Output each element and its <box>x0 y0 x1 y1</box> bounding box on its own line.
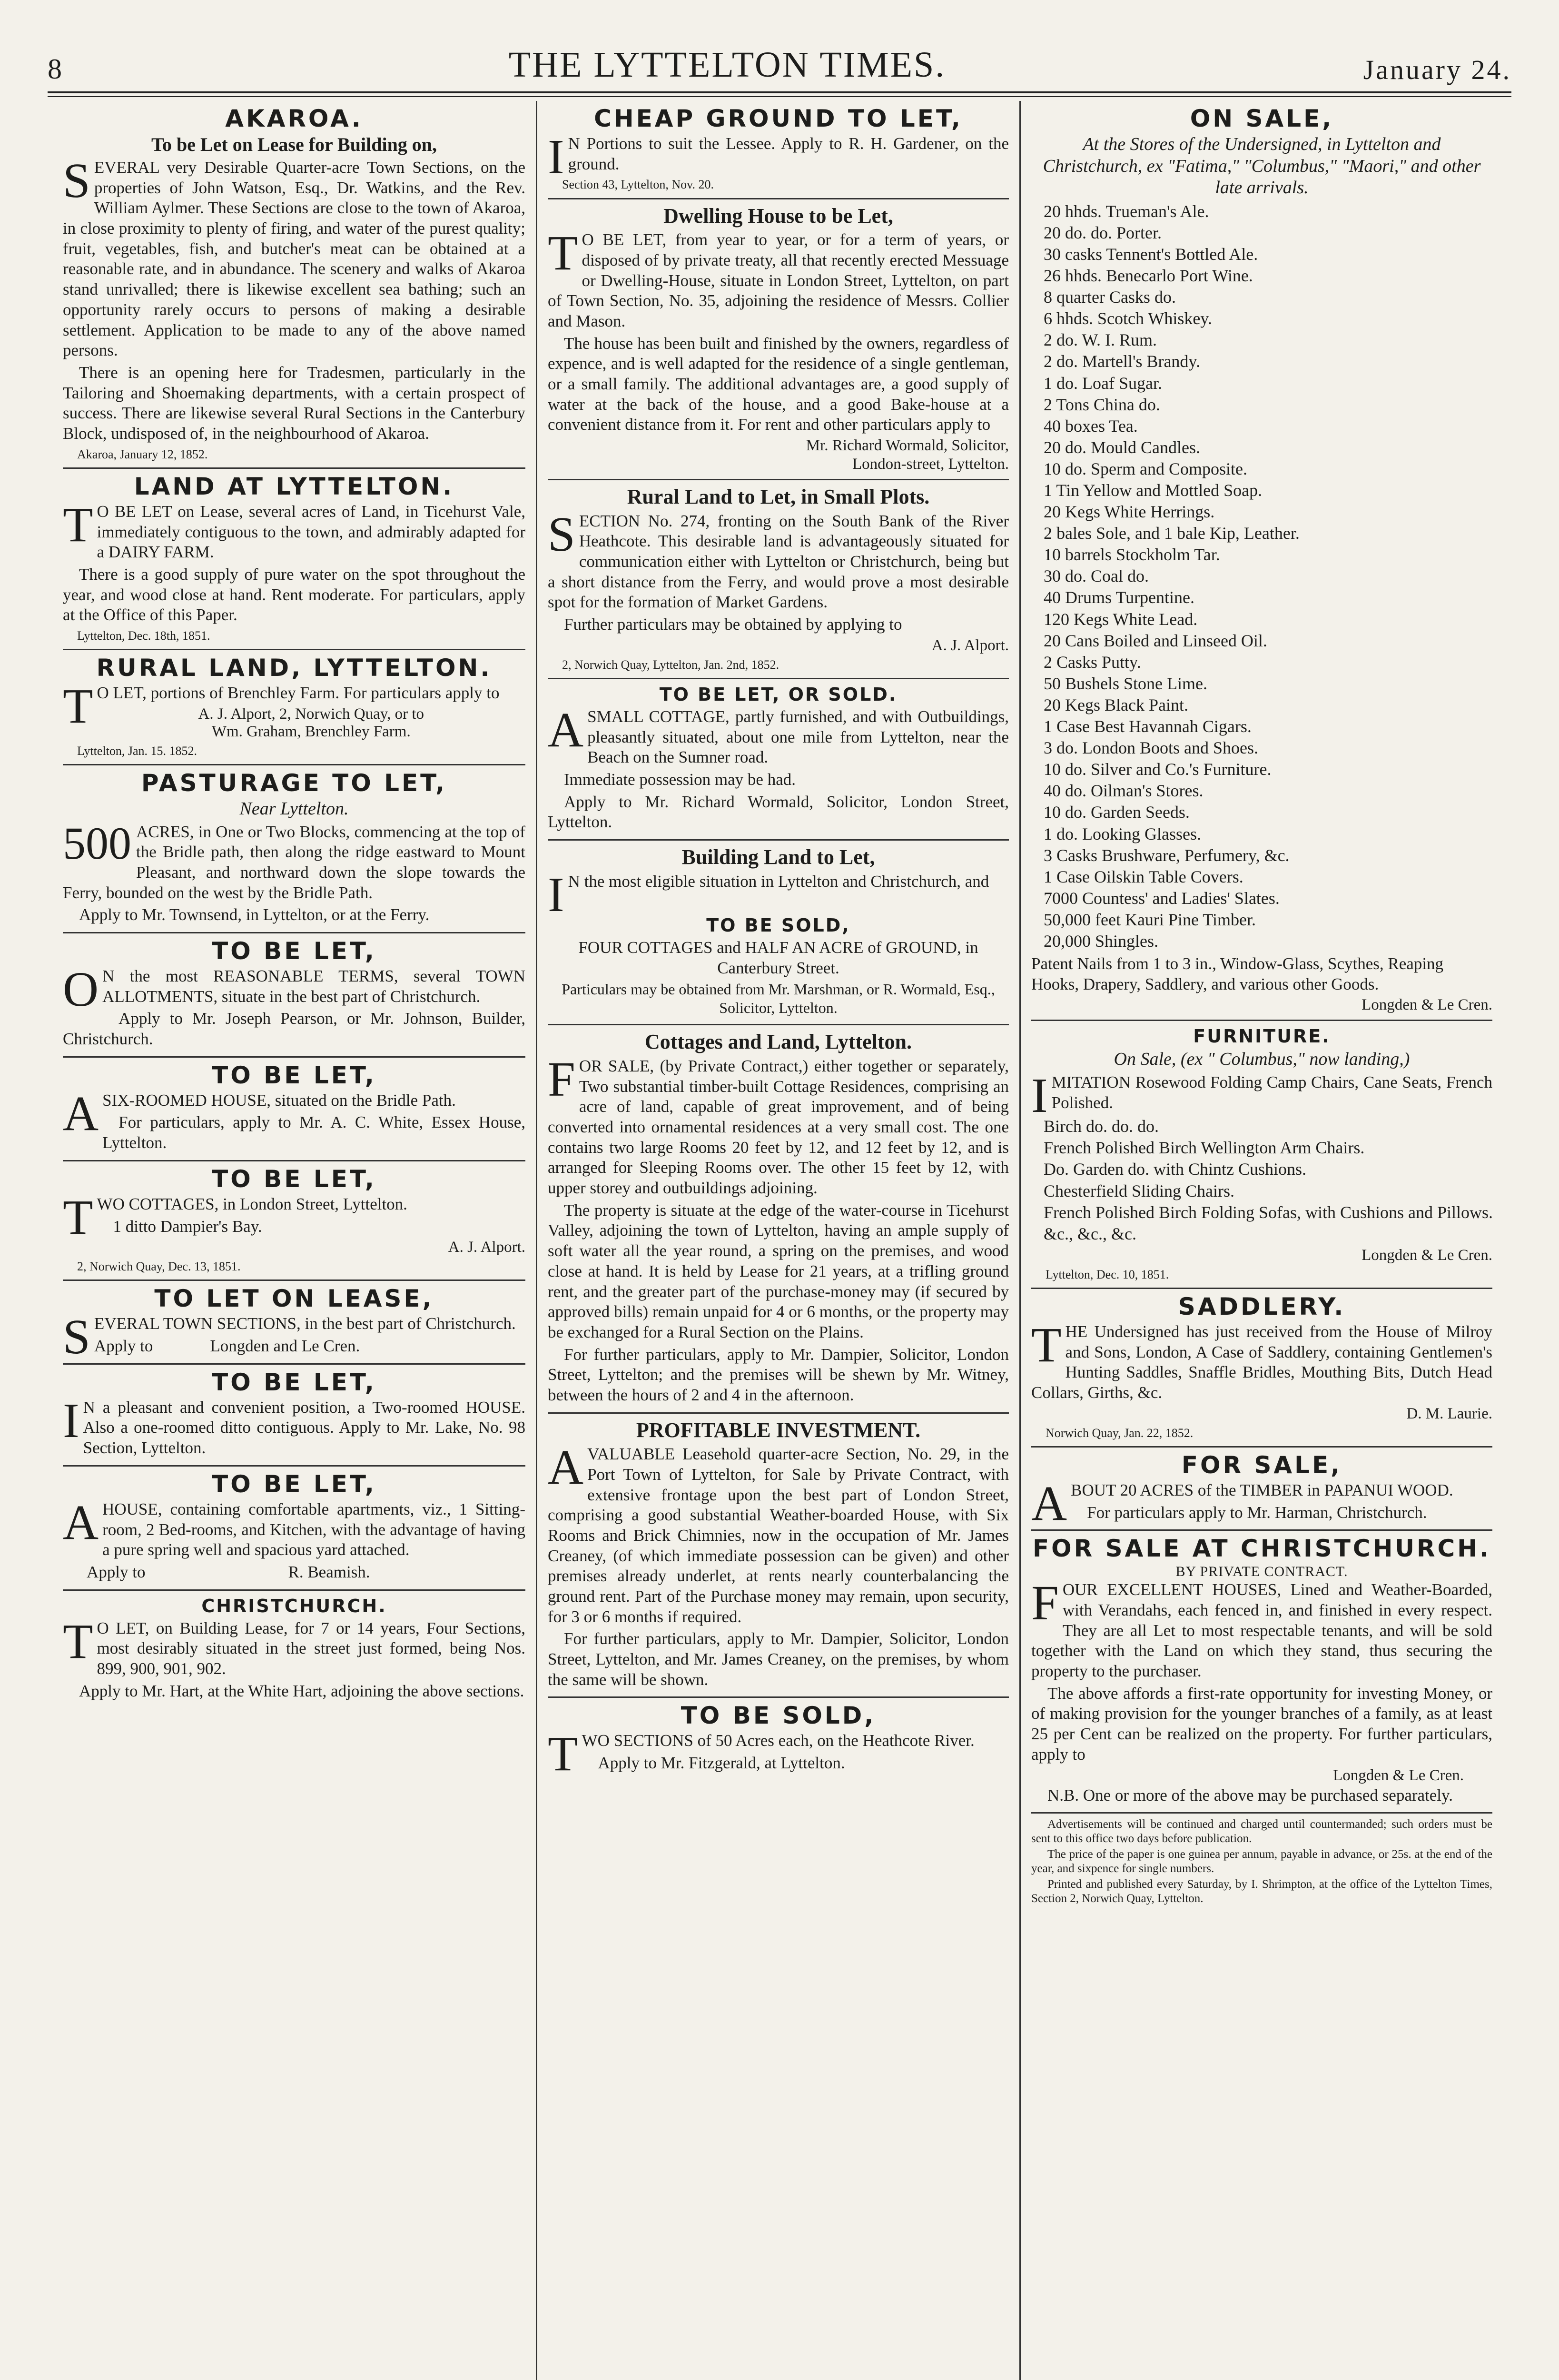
ad-cheap-ground <box>548 101 1009 199</box>
ad-signature: A. J. Alport. <box>931 636 1009 654</box>
ad-apply: Apply to <box>94 1337 153 1356</box>
ad-land-lyttelton <box>63 469 525 650</box>
ad-body-2: Apply to Mr. Hart, at the White Hart, adjoining the above sections. <box>79 1681 524 1700</box>
drop-cap: A <box>63 1086 99 1141</box>
ad-signature: A. J. Alport. <box>448 1239 525 1256</box>
goods-list <box>1044 201 1492 952</box>
ad-body: EVERAL TOWN SECTIONS, in the best part of Christchurch. <box>94 1314 516 1333</box>
goods-list-item: 30 casks Tennent's Bottled Ale. <box>1044 244 1258 264</box>
ad-body: N Portions to suit the Lessee. Apply to R. H. Gardener, on the ground. <box>568 134 1009 173</box>
goods-list-item: 50,000 feet Kauri Pine Timber. <box>1044 910 1256 929</box>
ad-building-land <box>548 841 1009 1025</box>
goods-list-item: 8 quarter Casks do. <box>1044 288 1176 307</box>
ad-body-2: Immediate possession may be had. <box>564 770 796 789</box>
drop-cap: A <box>1031 1476 1067 1531</box>
ad-body: HOUSE, containing comfortable apartments, viz., 1 Sitting-room, 2 Bed-rooms, and Kitchen, with the advantage of having a pure spring well and spacious yard attached. <box>102 1499 525 1559</box>
ad-christchurch <box>63 1591 525 1708</box>
ad-body: SIX-ROOMED HOUSE, situated on the Bridle Path. <box>102 1091 456 1110</box>
ad-to-be-let-apartments <box>63 1467 525 1591</box>
goods-list-item: 20 Kegs White Herrings. <box>1044 502 1215 522</box>
ad-heading: TO BE LET, <box>212 1368 376 1396</box>
drop-cap: T <box>63 1190 93 1245</box>
ad-body-3: Apply to Mr. Richard Wormald, Solicitor, London Street, Lyttelton. <box>548 792 1009 832</box>
ad-body: N the most eligible situation in Lyttelton and Christchurch, and <box>568 872 989 891</box>
ad-rural-land <box>63 650 525 765</box>
furniture-list-item: Do. Garden do. with Chintz Cushions. <box>1044 1160 1306 1179</box>
ad-heading: Dwelling House to be Let, <box>663 204 893 228</box>
ad-dateline: Lyttelton, Dec. 18th, 1851. <box>77 628 210 643</box>
drop-number: 500 <box>63 817 131 869</box>
drop-cap: S <box>548 506 575 562</box>
goods-list-item: 2 do. Martell's Brandy. <box>1044 352 1201 371</box>
goods-list-item: 1 Case Best Havannah Cigars. <box>1044 717 1252 736</box>
furniture-list-item: Birch do. do. do. <box>1044 1117 1159 1136</box>
goods-list-item: 50 Bushels Stone Lime. <box>1044 674 1207 693</box>
ad-dateline: Akaroa, January 12, 1852. <box>77 447 208 461</box>
ad-signature: Longden & Le Cren. <box>1362 1246 1492 1264</box>
ad-body: EVERAL very Desirable Quarter-acre Town Sections, on the properties of John Watson, Esq., Dr. Watkins, and the Rev. William Aylmer. These Sections are close to the town of Akaroa, in close proximity to plenty of firing, and water of the purest quality; fruit, vegetables, fish, and butcher's meat can be obtained at a reasonable rate, and in abundance. The scenery and walks of Akaroa stand unrivalled; there is likewise excellent sea bathing; such an opportunity rarely occurs to persons of making a desirable settlement. Application to be made to any of the above named persons. <box>63 158 525 360</box>
drop-cap: T <box>548 226 578 281</box>
ad-body: ECTION No. 274, fronting on the South Bank of the River Heathcote. This desirable land is advantageously situated for communication either with Lyttelton or Christchurch, being but a short distance from the Ferry, and would prove a most desirable spot for the formation of Market Gardens. <box>548 511 1009 612</box>
ad-heading: FURNITURE. <box>1193 1026 1331 1047</box>
ad-to-be-let-cottages <box>63 1161 525 1281</box>
ad-line: 1 ditto Dampier's Bay. <box>113 1217 262 1236</box>
ad-subheading: Near Lyttelton. <box>239 799 349 819</box>
ad-to-be-sold <box>548 1698 1009 1780</box>
ad-note: N.B. One or more of the above may be purchased separately. <box>1047 1785 1453 1805</box>
ad-body: O LET, portions of Brenchley Farm. For particulars apply to <box>97 684 500 703</box>
furniture-list-item: French Polished Birch Folding Sofas, with Cushions and Pillows. <box>1044 1202 1493 1222</box>
ad-body: MITATION Rosewood Folding Camp Chairs, Cane Seats, French Polished. <box>1051 1073 1492 1112</box>
ad-body: O BE LET on Lease, several acres of Land, in Ticehurst Vale, immediately contiguous to the town, and admirably adapted for a DAIRY FARM. <box>97 502 525 562</box>
goods-list-item: 26 hhds. Benecarlo Port Wine. <box>1044 266 1253 286</box>
ad-body-2: There is a good supply of pure water on the spot throughout the year, and wood close at hand. Rent moderate. For particulars, apply at the Office of this Paper. <box>63 565 525 625</box>
masthead-rule <box>48 91 1511 93</box>
ad-signature: R. Beamish. <box>288 1562 370 1581</box>
drop-cap: I <box>548 867 564 922</box>
ad-heading: Cottages and Land, Lyttelton. <box>644 1030 912 1054</box>
goods-list-item: 1 do. Looking Glasses. <box>1044 824 1201 843</box>
goods-list-item: 3 do. London Boots and Shoes. <box>1044 738 1259 758</box>
ad-rural-land-plots <box>548 480 1009 679</box>
ad-signature: Mr. Richard Wormald, Solicitor, <box>806 437 1009 455</box>
ad-heading: SADDLERY. <box>1178 1293 1346 1321</box>
publication-notice <box>1031 1814 1492 1912</box>
notice-price: The price of the paper is one guinea per annum, payable in advance, or 25s. at the end of the year, and sixpence for single numbers. <box>1031 1848 1492 1875</box>
ad-body: O BE LET, from year to year, or for a term of years, or disposed of by private treaty, all that recently erected Messuage or Dwelling-House, situate in London Street, Lyttelton, on part of Town Section, No. 35, adjoining the residence of Messrs. Collier and Mason. <box>548 230 1009 330</box>
ad-body: BOUT 20 ACRES of the TIMBER in PAPANUI WOOD. <box>1071 1480 1453 1499</box>
page-number: 8 <box>48 53 62 85</box>
ad-body: N the most REASONABLE TERMS, several TOWN ALLOTMENTS, situate in the best part of Christchurch. <box>102 967 525 1006</box>
ad-body: OUR EXCELLENT HOUSES, Lined and Weather-Boarded, with Verandahs, each fenced in, and finished in every respect. They are all Let to most respectable tenants, and will be sold together with the Land on which they stand, thus securing the property to the purchaser. <box>1031 1580 1492 1681</box>
goods-list-item: 7000 Countess' and Ladies' Slates. <box>1044 888 1280 908</box>
masthead <box>48 33 1511 86</box>
drop-cap: T <box>63 497 93 552</box>
ad-dateline: Lyttelton, Jan. 15. 1852. <box>77 744 197 758</box>
newspaper-title: THE LYTTELTON TIMES. <box>508 45 946 85</box>
ad-dwelling-house <box>548 199 1009 480</box>
drop-cap: A <box>63 1495 99 1550</box>
ad-line: Wm. Graham, Brenchley Farm. <box>211 723 411 740</box>
ad-heading: FOR SALE AT CHRISTCHURCH. <box>1033 1535 1491 1563</box>
drop-cap: I <box>63 1393 79 1448</box>
ad-body-2: Further particulars may be obtained by applying to <box>564 615 902 634</box>
ad-to-be-let-rooms <box>63 1365 525 1467</box>
goods-list-item: 10 do. Garden Seeds. <box>1044 803 1190 822</box>
drop-cap: T <box>63 1614 93 1669</box>
ad-dateline: Lyttelton, Dec. 10, 1851. <box>1046 1267 1169 1281</box>
goods-list-item: 20 do. Mould Candles. <box>1044 437 1200 457</box>
ad-furniture <box>1031 1021 1492 1289</box>
drop-cap: I <box>548 129 564 184</box>
goods-list-item: 2 do. W. I. Rum. <box>1044 330 1157 350</box>
drop-cap: O <box>63 962 99 1017</box>
ad-heading: AKAROA. <box>225 105 363 132</box>
ad-heading: CHRISTCHURCH. <box>201 1595 387 1616</box>
ad-signature: Longden & Le Cren. <box>1333 1766 1464 1784</box>
ad-body: N a pleasant and convenient position, a Two-roomed HOUSE. Also a one-roomed ditto contiguous. Apply to Mr. Lake, No. 98 Section, Lyttelton. <box>83 1398 525 1458</box>
ad-heading: TO BE LET, <box>212 1165 376 1193</box>
ad-heading: CHEAP GROUND TO LET, <box>594 105 963 132</box>
ad-body-tail: Patent Nails from 1 to 3 in., Window-Glass, Scythes, Reaping Hooks, Drapery, Saddlery, and various other Goods. <box>1031 954 1444 993</box>
ad-body-2: The property is situate at the edge of the water-course in Ticehurst Valley, adjoining the town of Lyttelton, having an ample supply of soft water all the year round, a spring on the premises, and wood close at hand. It is held by Lease for 21 years, at a trifling ground rent, and the greater part of the purchase-money may (if secured by approved bills) remain unpaid for 4 or 6 months, or the property may be exchanged for a Rural Section on the Plains. <box>548 1200 1009 1341</box>
ad-saddlery <box>1031 1289 1492 1448</box>
ad-on-sale <box>1031 101 1492 1021</box>
ad-body: WO SECTIONS of 50 Acres each, on the Heathcote River. <box>582 1731 975 1750</box>
drop-cap: T <box>548 1726 578 1782</box>
ad-body: O LET, on Building Lease, for 7 or 14 years, Four Sections, most desirably situated in the street just formed, being Nos. 899, 900, 901, 902. <box>97 1618 525 1678</box>
goods-list-item: 120 Kegs White Lead. <box>1044 609 1198 629</box>
ad-heading: PROFITABLE INVESTMENT. <box>636 1418 921 1442</box>
ad-body-2: There is an opening here for Tradesmen, particularly in the Tailoring and Shoemaking departments, with a certain prospect of success. There are likewise several Rural Sections in the Canterbury Block, undisposed of, in the neighbourhood of Akaroa. <box>63 363 525 443</box>
ad-akaroa <box>63 101 525 469</box>
goods-list-item: 20,000 Shingles. <box>1044 931 1159 951</box>
ad-dateline: Norwich Quay, Jan. 22, 1852. <box>1046 1426 1194 1440</box>
ad-heading: TO LET ON LEASE, <box>154 1285 434 1313</box>
ad-body-2: Apply to Mr. Fitzgerald, at Lyttelton. <box>598 1754 845 1773</box>
goods-list-item: 10 do. Silver and Co.'s Furniture. <box>1044 760 1272 779</box>
drop-cap: A <box>548 1440 584 1495</box>
column-2 <box>536 101 1019 2380</box>
ad-dateline: 2, Norwich Quay, Dec. 13, 1851. <box>77 1259 241 1274</box>
issue-date: January 24. <box>1363 54 1511 85</box>
goods-list-item: 2 bales Sole, and 1 bale Kip, Leather. <box>1044 524 1300 543</box>
ad-body-2: Apply to Mr. Joseph Pearson, or Mr. Johnson, Builder, Christchurch. <box>63 1009 525 1049</box>
ad-heading: TO BE LET, <box>212 937 376 965</box>
goods-list-item: 3 Casks Brushware, Perfumery, &c. <box>1044 845 1290 865</box>
drop-cap: S <box>63 1309 90 1365</box>
ad-line: A. J. Alport, 2, Norwich Quay, or to <box>198 705 424 723</box>
drop-cap: A <box>548 702 584 757</box>
ad-body-2: The above affords a first-rate opportunity for investing Money, or of making provision for the younger branches of a family, as at least 25 per Cent can be realized on the property. For further particulars, apply to <box>1031 1684 1492 1764</box>
ad-body: HE Undersigned has just received from the House of Milroy and Sons, London, A Case of Saddlery, containing Gentlemen's Hunting Saddles, Snaffle Bridles, Mouthing Bits, Dutch Head Collars, Girths, &c. <box>1031 1322 1492 1402</box>
drop-cap: I <box>1031 1068 1048 1123</box>
notice-advertisements: Advertisements will be continued and charged until countermanded; such orders must be sent to this office two days before publication. <box>1031 1818 1492 1845</box>
ad-body-2: For particulars apply to Mr. Harman, Christchurch. <box>1087 1503 1427 1522</box>
ad-body: WO COTTAGES, in London Street, Lyttelton. <box>97 1194 407 1213</box>
ad-heading: PASTURAGE TO LET, <box>141 769 447 797</box>
ad-heading: Rural Land to Let, in Small Plots. <box>627 485 930 509</box>
ad-line: FOUR COTTAGES and HALF AN ACRE of GROUND, in Canterbury Street. <box>578 938 978 977</box>
column-3 <box>1019 101 1503 2380</box>
ad-subheading: BY PRIVATE CONTRACT. <box>1175 1564 1348 1580</box>
ad-for-sale-timber <box>1031 1448 1492 1531</box>
ad-subheading: On Sale, (ex " Columbus," now landing,) <box>1114 1049 1410 1070</box>
ad-signature: Longden and Le Cren. <box>210 1337 360 1356</box>
masthead-rule-thin <box>48 96 1511 97</box>
ad-to-be-let-allotments <box>63 933 525 1058</box>
notice-printer: Printed and published every Saturday, by I. Shrimpton, at the office of the Lyttelton Times, Section 2, Norwich Quay, Lyttelton. <box>1031 1878 1492 1905</box>
ad-heading: TO BE LET, <box>212 1470 376 1498</box>
goods-list-item: 20 do. do. Porter. <box>1044 223 1162 242</box>
ad-heading: LAND AT LYTTELTON. <box>134 472 454 500</box>
ad-pasturage <box>63 765 525 933</box>
ad-to-be-let-house <box>63 1058 525 1161</box>
ad-heading: RURAL LAND, LYTTELTON. <box>96 654 492 682</box>
goods-list-item: 30 do. Coal do. <box>1044 566 1149 586</box>
ad-heading: TO BE LET, <box>212 1061 376 1089</box>
goods-list-item: 10 barrels Stockholm Tar. <box>1044 545 1220 565</box>
goods-list-item: 2 Casks Putty. <box>1044 652 1141 672</box>
columns <box>52 101 1504 2380</box>
ad-body: SMALL COTTAGE, partly furnished, and with Outbuildings, pleasantly situated, about one mile from Lyttelton, near the Beach on the Sumner road. <box>587 707 1009 767</box>
ad-profitable-investment <box>548 1414 1009 1698</box>
ad-apply: Apply to <box>87 1562 146 1581</box>
ad-for-sale-christchurch <box>1031 1531 1492 1814</box>
ad-heading: Building Land to Let, <box>681 845 875 869</box>
furniture-list-item: Chesterfield Sliding Chairs. <box>1044 1181 1234 1200</box>
ad-subheading: At the Stores of the Undersigned, in Lyttelton and Christchurch, ex "Fatima," "Columbus," "Maori," and other late arrivals. <box>1043 134 1481 198</box>
ad-dateline: 2, Norwich Quay, Lyttelton, Jan. 2nd, 1852. <box>562 657 780 672</box>
furniture-list-item: &c., &c., &c. <box>1044 1224 1136 1243</box>
ad-subheading: To be Let on Lease for Building on, <box>151 134 437 155</box>
drop-cap: F <box>1031 1576 1059 1631</box>
drop-cap: S <box>63 153 90 208</box>
goods-list-item: 40 Drums Turpentine. <box>1044 588 1195 607</box>
drop-cap: F <box>548 1051 575 1107</box>
ad-body: OR SALE, (by Private Contract,) either together or separately, Two substantial timber-built Cottage Residences, comprising an acre of land, capable of great improvement, and of being converted into ornamental residences at a very small cost. The one contains two large Rooms 20 feet by 12, and 12 feet by 12, and is arranged for Sleeping Rooms over. The other 15 feet by 12, with upper storey and outbuildings adjoining. <box>548 1056 1009 1198</box>
goods-list-item: 1 Tin Yellow and Mottled Soap. <box>1044 481 1263 500</box>
ad-dateline: Section 43, Lyttelton, Nov. 20. <box>562 178 714 192</box>
ad-heading: ON SALE, <box>1190 105 1334 132</box>
goods-list-item: 1 Case Oilskin Table Covers. <box>1044 867 1243 886</box>
ad-signature-address: London-street, Lyttelton. <box>852 456 1009 473</box>
goods-list-item: 10 do. Sperm and Composite. <box>1044 459 1247 478</box>
goods-list-item: 20 Cans Boiled and Linseed Oil. <box>1044 631 1267 650</box>
ad-to-let-on-lease <box>63 1281 525 1364</box>
drop-cap: T <box>63 679 93 734</box>
goods-list-item: 40 boxes Tea. <box>1044 416 1138 436</box>
ad-cottages-and-land <box>548 1025 1009 1413</box>
ad-body-3: For further particulars, apply to Mr. Dampier, Solicitor, London Street, Lyttelton; and the premises will be shewn by Mr. Witney, between the hours of 2 and 4 in the afternoon. <box>548 1345 1009 1404</box>
goods-list-item: 40 do. Oilman's Stores. <box>1044 781 1204 801</box>
goods-list-item: 2 Tons China do. <box>1044 395 1160 414</box>
goods-list-item: 20 Kegs Black Paint. <box>1044 695 1188 714</box>
ad-subheading: TO BE SOLD, <box>706 914 850 936</box>
goods-list-item: 1 do. Loaf Sugar. <box>1044 373 1162 393</box>
ad-body: ACRES, in One or Two Blocks, commencing at the top of the Bridle path, then along the ridge eastward to Mount Pleasant, and northward down the slope towards the Ferry, bounded on the west by the Bridle Path. <box>63 822 525 902</box>
goods-list-item: 20 hhds. Trueman's Ale. <box>1044 201 1209 221</box>
ad-let-or-sold <box>548 679 1009 841</box>
ad-heading: TO BE LET, OR SOLD. <box>659 684 898 705</box>
ad-body-2: The house has been built and finished by the owners, regardless of expence, and is well adapted for the residence of a single gentleman, or a small family. The additional advantages are, a good supply of water at the back of the house, and a good Bake-house at a convenient distance from it. For rent and other particulars apply to <box>548 334 1009 434</box>
furniture-list-item: French Polished Birch Wellington Arm Chairs. <box>1044 1138 1365 1158</box>
ad-body: VALUABLE Leasehold quarter-acre Section, No. 29, in the Port Town of Lyttelton, for Sale by Private Contract, with extensive frontage upon the best part of London Street, comprising a good substantial Weather-boarded House, with Six Rooms and Brick Chimnies, now in the occupation of Mr. James Creaney, (of which immediate possession can be given) and other premises already underlet, at rents nearly counterbalancing the ground rent. Part of the Purchase money may remain, upon security, for 3 or 6 months if required. <box>548 1445 1009 1626</box>
ad-body-2: For particulars, apply to Mr. A. C. White, Essex House, Lyttelton. <box>102 1113 525 1152</box>
ad-signature: D. M. Laurie. <box>1406 1405 1492 1422</box>
ad-body-2: Apply to Mr. Townsend, in Lyttelton, or at the Ferry. <box>79 905 430 924</box>
column-1 <box>52 101 536 2380</box>
ad-signature: Longden & Le Cren. <box>1362 996 1492 1014</box>
drop-cap: T <box>1031 1318 1062 1373</box>
ad-heading: TO BE SOLD, <box>681 1702 876 1730</box>
ad-heading: FOR SALE, <box>1181 1451 1342 1479</box>
ad-line: Particulars may be obtained from Mr. Marshman, or R. Wormald, Esq., Solicitor, Lyttelton. <box>562 981 995 1017</box>
furniture-list <box>1044 1116 1492 1245</box>
goods-list-item: 6 hhds. Scotch Whiskey. <box>1044 309 1212 328</box>
ad-body-2: For further particulars, apply to Mr. Dampier, Solicitor, London Street, Lyttelton, and Mr. James Creaney, on the premises, by whom the same will be shown. <box>548 1629 1009 1689</box>
